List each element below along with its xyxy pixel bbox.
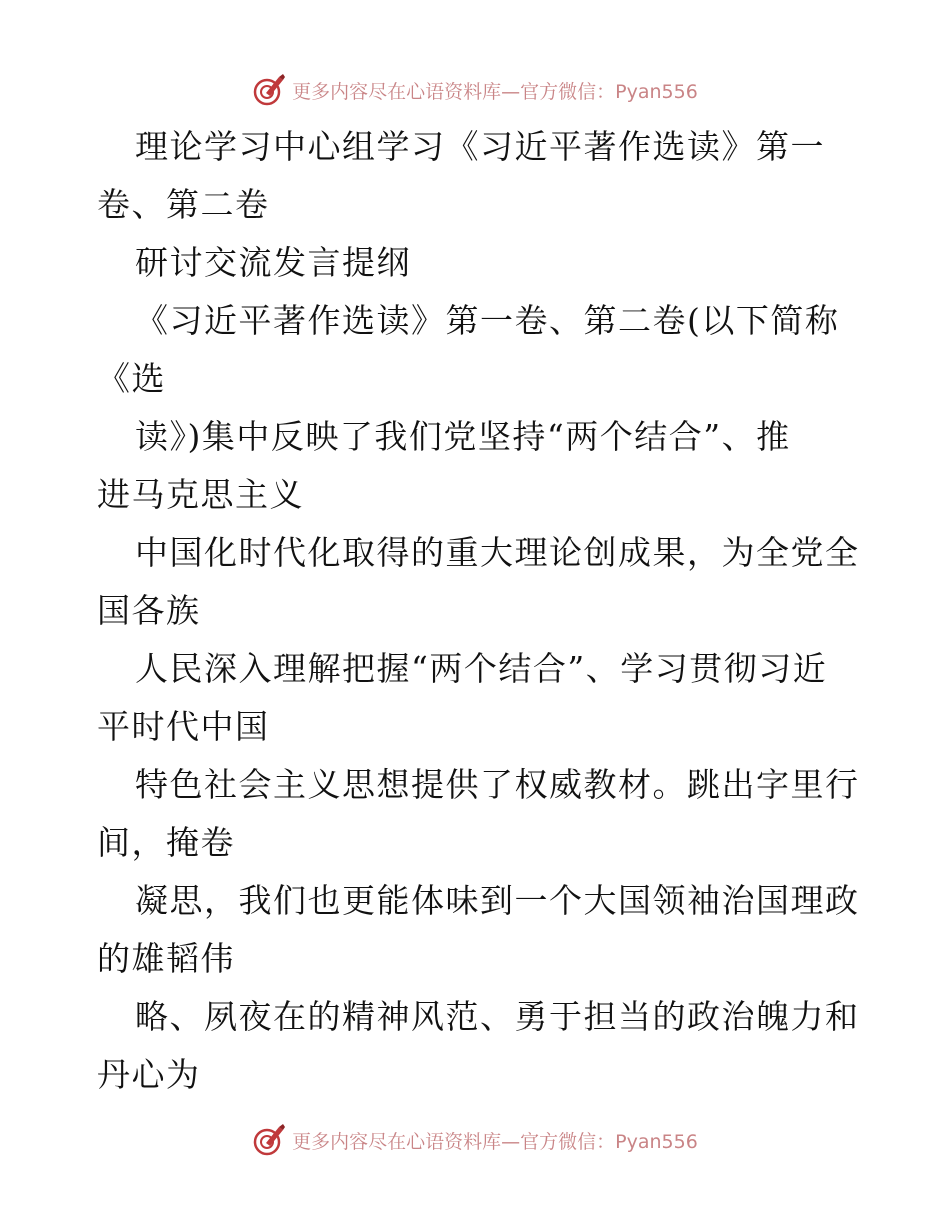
header-banner-inner: [252, 73, 698, 107]
text-line: 平时代中国: [97, 707, 270, 746]
header-banner: [0, 70, 950, 110]
text-line: 特色社会主义思想提供了权威教材。跳出字里行: [135, 765, 860, 804]
text-line: 中国化时代化取得的重大理论创成果，为全党全: [135, 533, 860, 572]
footer-banner-inner: [252, 1123, 698, 1157]
document-body: [97, 118, 860, 1104]
text-line: 间，掩卷: [97, 823, 235, 862]
text-line: 略、夙夜在的精神风范、勇于担当的政治魄力和: [135, 997, 860, 1036]
text-line: 丹心为: [97, 1055, 201, 1094]
header-banner-text: 更多内容尽在心语资料库—官方微信：Pyan556: [292, 80, 698, 103]
text-line: 的雄韬伟: [97, 939, 235, 978]
text-line: 国各族: [97, 591, 201, 630]
text-line: 研讨交流发言提纲: [135, 243, 411, 282]
text-line: 理论学习中心组学习《习近平著作选读》第一: [135, 127, 825, 166]
pen-nib-logo-icon: [252, 1123, 286, 1157]
footer-banner-text: 更多内容尽在心语资料库—官方微信：Pyan556: [292, 1130, 698, 1153]
text-line: 人民深入理解把握“两个结合”、学习贯彻习近: [135, 649, 828, 688]
text-line: 读》)集中反映了我们党坚持“两个结合”、推: [135, 417, 791, 456]
pen-nib-logo-icon: [252, 73, 286, 107]
text-line: 卷、第二卷: [97, 185, 270, 224]
footer-banner: [0, 1120, 950, 1160]
text-line: 进马克思主义: [97, 475, 304, 514]
text-line: 《选: [97, 359, 166, 398]
text-line: 凝思，我们也更能体味到一个大国领袖治国理政: [135, 881, 860, 920]
text-line: 《习近平著作选读》第一卷、第二卷(以下简称: [135, 301, 840, 340]
